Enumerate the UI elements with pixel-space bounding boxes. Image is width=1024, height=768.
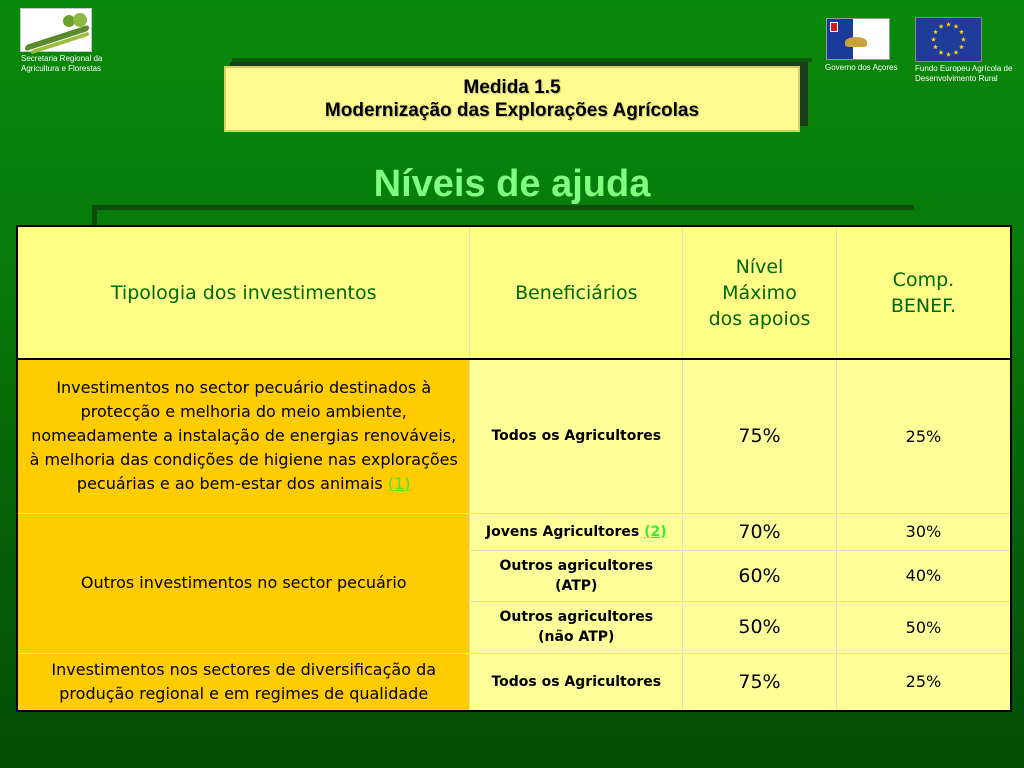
header-beneficiarios: Beneficiários xyxy=(470,226,683,359)
header-comp-line1: Comp. xyxy=(892,268,955,291)
eu-star-icon xyxy=(954,24,959,29)
beneficiario-cell xyxy=(470,601,683,653)
eu-star-icon xyxy=(961,37,966,42)
header-comp-benef xyxy=(836,226,1011,359)
table-row xyxy=(17,513,1011,550)
header-nivel-line1: Nível xyxy=(735,255,784,278)
nivel-cell: 60% xyxy=(683,550,837,601)
secretaria-caption xyxy=(21,54,131,74)
eu-star-icon xyxy=(939,50,944,55)
header-comp-line2: BENEF. xyxy=(890,294,957,317)
header-tipologia: Tipologia dos investimentos xyxy=(17,226,470,359)
eu-stars-icon xyxy=(916,18,981,61)
comp-cell: 50% xyxy=(836,601,1011,653)
comp-cell: 25% xyxy=(836,359,1011,513)
tipologia-cell: Investimentos nos sectores de diversificação da produção regional e em regimes de qualidade xyxy=(17,653,470,711)
beneficiario-line1: Outros agricultores xyxy=(499,609,654,625)
comp-cell: 40% xyxy=(836,550,1011,601)
eu-star-icon xyxy=(959,29,964,34)
eu-star-icon xyxy=(939,24,944,29)
comp-cell: 30% xyxy=(836,513,1011,550)
nivel-cell: 75% xyxy=(683,653,837,711)
nivel-cell: 70% xyxy=(683,513,837,550)
note-link-1[interactable]: (1) xyxy=(387,474,411,494)
nivel-cell: 50% xyxy=(683,601,837,653)
table-header-row xyxy=(17,226,1011,359)
beneficiario-cell xyxy=(470,513,683,550)
eu-star-icon xyxy=(954,50,959,55)
nivel-cell: 75% xyxy=(683,359,837,513)
secretaria-caption-line2: Agricultura e Florestas xyxy=(21,64,102,73)
eu-star-icon xyxy=(959,44,964,49)
header-nivel-line2: Máximo xyxy=(722,281,797,304)
beneficiario-line2: (não ATP) xyxy=(538,629,615,645)
eu-caption-line1: Fundo Europeu Agrícola de xyxy=(915,64,1013,73)
eu-star-icon xyxy=(931,37,936,42)
eu-caption-line2: Desenvolvimento Rural xyxy=(915,74,998,83)
eu-flag-icon xyxy=(915,17,982,62)
beneficiario-line2: (ATP) xyxy=(555,577,598,594)
decorative-line-vertical xyxy=(92,205,97,225)
beneficiario-cell: Todos os Agricultores xyxy=(470,653,683,711)
beneficiario-cell xyxy=(470,550,683,601)
title-box xyxy=(224,66,800,132)
eu-star-icon xyxy=(933,44,938,49)
secretaria-caption-line1: Secretaria Regional da xyxy=(21,54,103,63)
page-subtitle: Níveis de ajuda xyxy=(373,163,651,205)
eu-star-icon xyxy=(946,52,951,57)
beneficiario-cell: Todos os Agricultores xyxy=(470,359,683,513)
eu-star-icon xyxy=(946,22,951,27)
beneficiario-text: Jovens Agricultores xyxy=(485,523,640,540)
tipologia-cell: Outros investimentos no sector pecuário xyxy=(17,513,470,653)
header-nivel-maximo xyxy=(683,226,837,359)
beneficiario-line1: Outros agricultores xyxy=(499,557,654,574)
table-row xyxy=(17,359,1011,513)
table-row xyxy=(17,653,1011,711)
azores-flag-icon xyxy=(826,18,890,60)
aid-levels-table xyxy=(16,225,1012,712)
secretaria-logo xyxy=(20,8,92,52)
eu-star-icon xyxy=(933,29,938,34)
tipologia-cell xyxy=(17,359,470,513)
comp-cell: 25% xyxy=(836,653,1011,711)
header-nivel-line3: dos apoios xyxy=(708,307,811,330)
title-line2: Modernização das Explorações Agrícolas xyxy=(324,100,700,121)
tipologia-text: Investimentos no sector pecuário destinados à protecção e melhoria do meio ambiente, nomeadamente a instalação de energias renováveis, à melhoria das condições de higiene nas explorações pecuárias e ao bem-estar dos animais xyxy=(29,378,458,494)
azores-caption: Governo dos Açores xyxy=(825,63,898,72)
eu-caption xyxy=(915,64,1024,84)
title-line1: Medida 1.5 xyxy=(463,77,561,98)
note-link-2[interactable]: (2) xyxy=(644,523,667,540)
